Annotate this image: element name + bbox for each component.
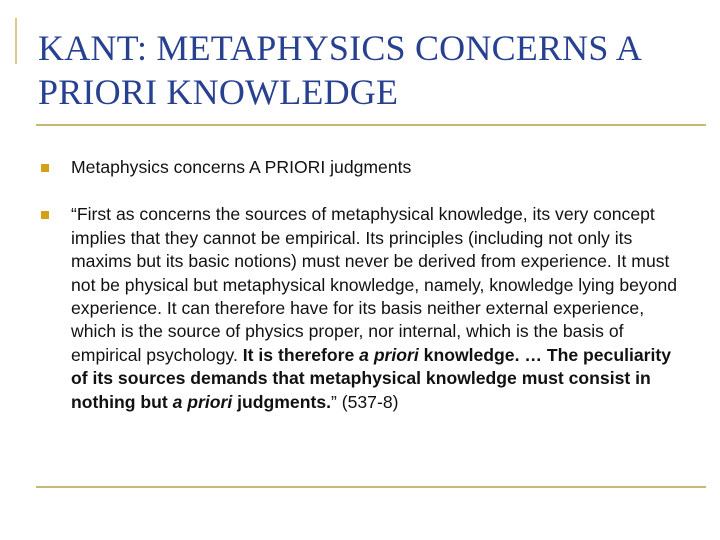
emphasis-italic-text: a priori: [359, 344, 419, 365]
bullet-item: [40, 203, 680, 414]
emphasis-text: judgments.: [232, 391, 331, 412]
slide-title: KANT: METAPHYSICS CONCERNS A PRIORI KNOWLEDGE: [38, 28, 641, 112]
bullet-item: [40, 156, 680, 179]
emphasis-text: It is therefore: [242, 344, 360, 365]
bullet-text: Metaphysics concerns A PRIORI judgments: [71, 157, 412, 177]
emphasis-text: knowledge. … The peculiarity of its sources demands that metaphysical knowledge must consist in nothing but: [71, 344, 672, 412]
footer-divider: [36, 486, 706, 488]
left-accent-rule: [15, 18, 17, 64]
title-divider: [36, 124, 706, 126]
bullet-list: [40, 156, 680, 414]
emphasis-italic-text: a priori: [172, 391, 233, 412]
square-bullet-icon: [41, 211, 49, 219]
square-bullet-icon: [41, 164, 49, 172]
quote-text: “First as concerns the sources of metaphysical knowledge, its very concept implies that they cannot be empirical. Its principles (including not only its maxims but its basic notions) must never be derived from experience. It must not be physical but metaphysical knowledge, namely, knowledge lying beyond experience. It can therefore have for its basis neither external experience, which is the source of physics proper, nor internal, which is the basis of empirical psychology.: [71, 204, 678, 365]
citation-text: ” (537-8): [331, 391, 399, 412]
